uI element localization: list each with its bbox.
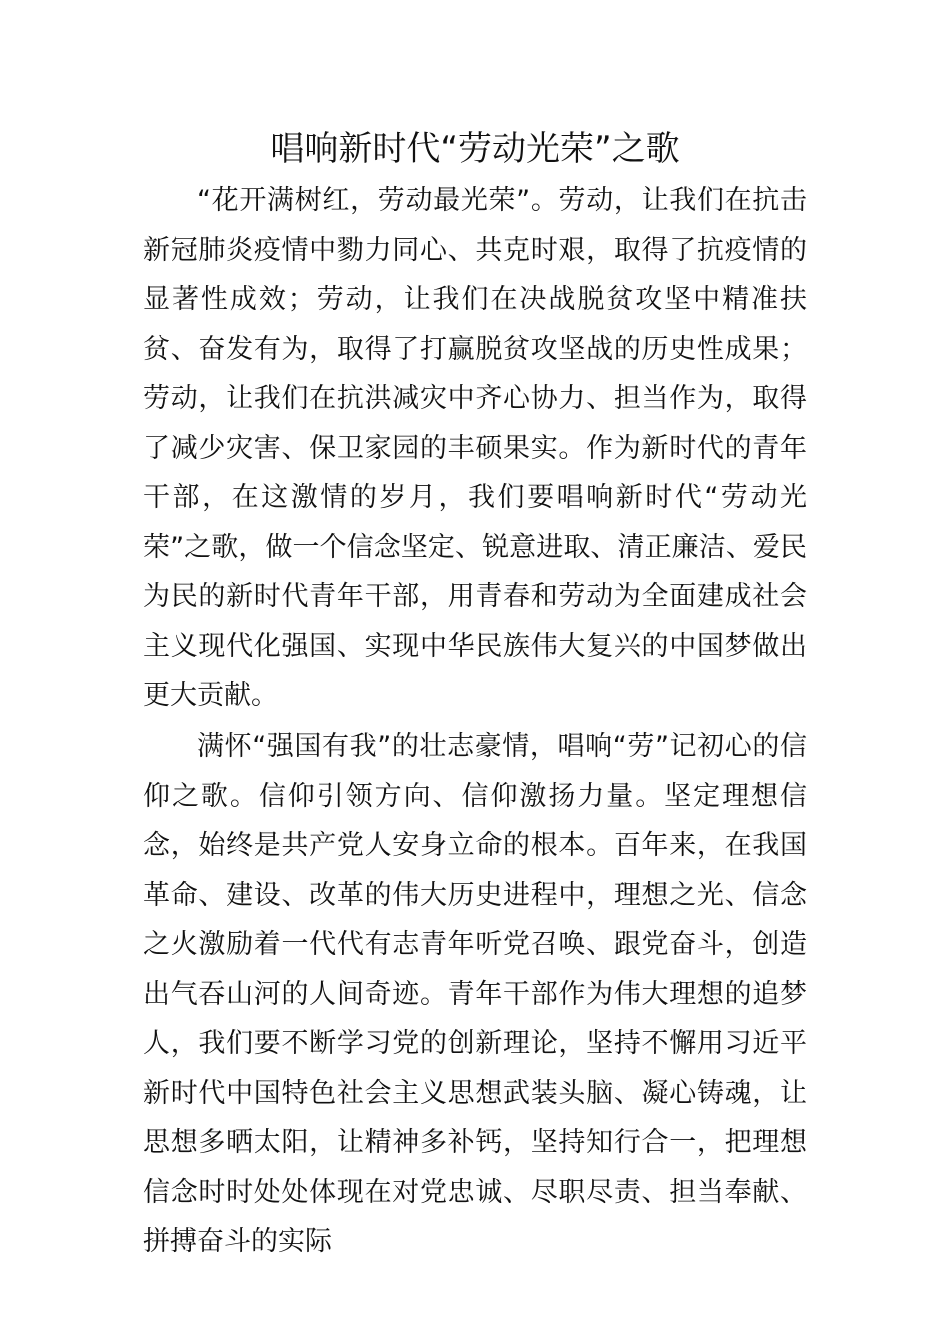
paragraph-1: “花开满树红，劳动最光荣”。劳动，让我们在抗击新冠肺炎疫情中勠力同心、共克时艰，取得了抗疫情的显著性成效；劳动，让我们在决战脱贫攻坚中精准扶贫、奋发有为，取得了打赢脱贫攻坚战的历史性成果；劳动，让我们在抗洪减灾中齐心协力、担当作为，取得了减少灾害、保卫家园的丰硕果实。作为新时代的青年干部，在这激情的岁月，我们要唱响新时代“劳动光荣”之歌，做一个信念坚定、锐意进取、清正廉洁、爱民为民的新时代青年干部，用青春和劳动为全面建成社会主义现代化强国、实现中华民族伟大复兴的中国梦做出更大贡献。 xyxy=(143,185,807,711)
paragraph-2: 满怀“强国有我”的壮志豪情，唱响“劳”记初心的信仰之歌。信仰引领方向、信仰激扬力量。坚定理想信念，始终是共产党人安身立命的根本。百年来，在我国革命、建设、改革的伟大历史进程中，理想之光、信念之火激励着一代代有志青年听党召唤、跟党奋斗，创造出气吞山河的人间奇迹。青年干部作为伟大理想的追梦人，我们要不断学习党的创新理论，坚持不懈用习近平新时代中国特色社会主义思想武装头脑、凝心铸魂，让思想多晒太阳，让精神多补钙，坚持知行合一，把理想信念时时处处体现在对党忠诚、尽职尽责、担当奉献、拼搏奋斗的实际 xyxy=(143,731,807,1257)
document-title: 唱响新时代“劳动光荣”之歌 xyxy=(270,129,680,169)
